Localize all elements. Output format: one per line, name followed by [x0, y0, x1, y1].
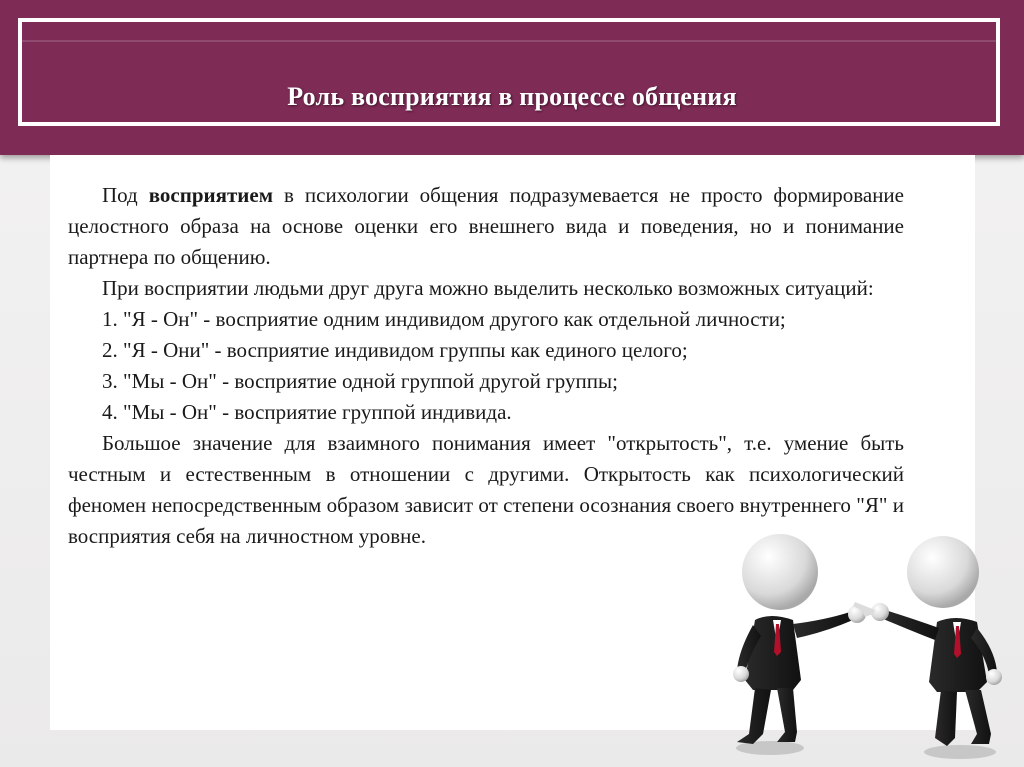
- paragraph-openness: Большое значение для взаимного понимания имеет "открытость", т.е. умение быть честным и естественным в отношении с другими. Открытость как психологический феномен непосредственным образом зависит от степени осознания своего внутреннего "Я" и восприятия себя на личностном уровне.: [68, 431, 904, 548]
- paragraph-situations-intro: При восприятии людьми друг друга можно выделить несколько возможных ситуаций:: [102, 276, 874, 300]
- list-item: 1. "Я - Он" - восприятие одним индивидом другого как отдельной личности;: [102, 307, 786, 331]
- paragraph-definition: [68, 180, 904, 273]
- p1-bold-term: восприятием: [148, 183, 274, 207]
- left-man-figure: [733, 534, 883, 755]
- two-men-pointing-illustration: [715, 520, 1024, 767]
- list-item: 4. "Мы - Он" - восприятие группой индивида.: [102, 400, 512, 424]
- list-item: 3. "Мы - Он" - восприятие одной группой другой группы;: [102, 369, 618, 393]
- list-item: 2. "Я - Они" - восприятие индивидом группы как единого целого;: [102, 338, 688, 362]
- header-decor-line: [22, 40, 996, 42]
- p1-before: Под: [102, 183, 149, 207]
- p1-after: в психологии общения подразумевается не просто формирование целостного образа на основе оценки его внешнего вида и поведения, но и понимание партнера по общению.: [68, 183, 904, 269]
- right-man-figure: [853, 536, 1002, 759]
- body-text: [68, 180, 904, 552]
- slide-title: Роль восприятия в процессе общения: [287, 82, 737, 111]
- header-band: [0, 0, 1024, 155]
